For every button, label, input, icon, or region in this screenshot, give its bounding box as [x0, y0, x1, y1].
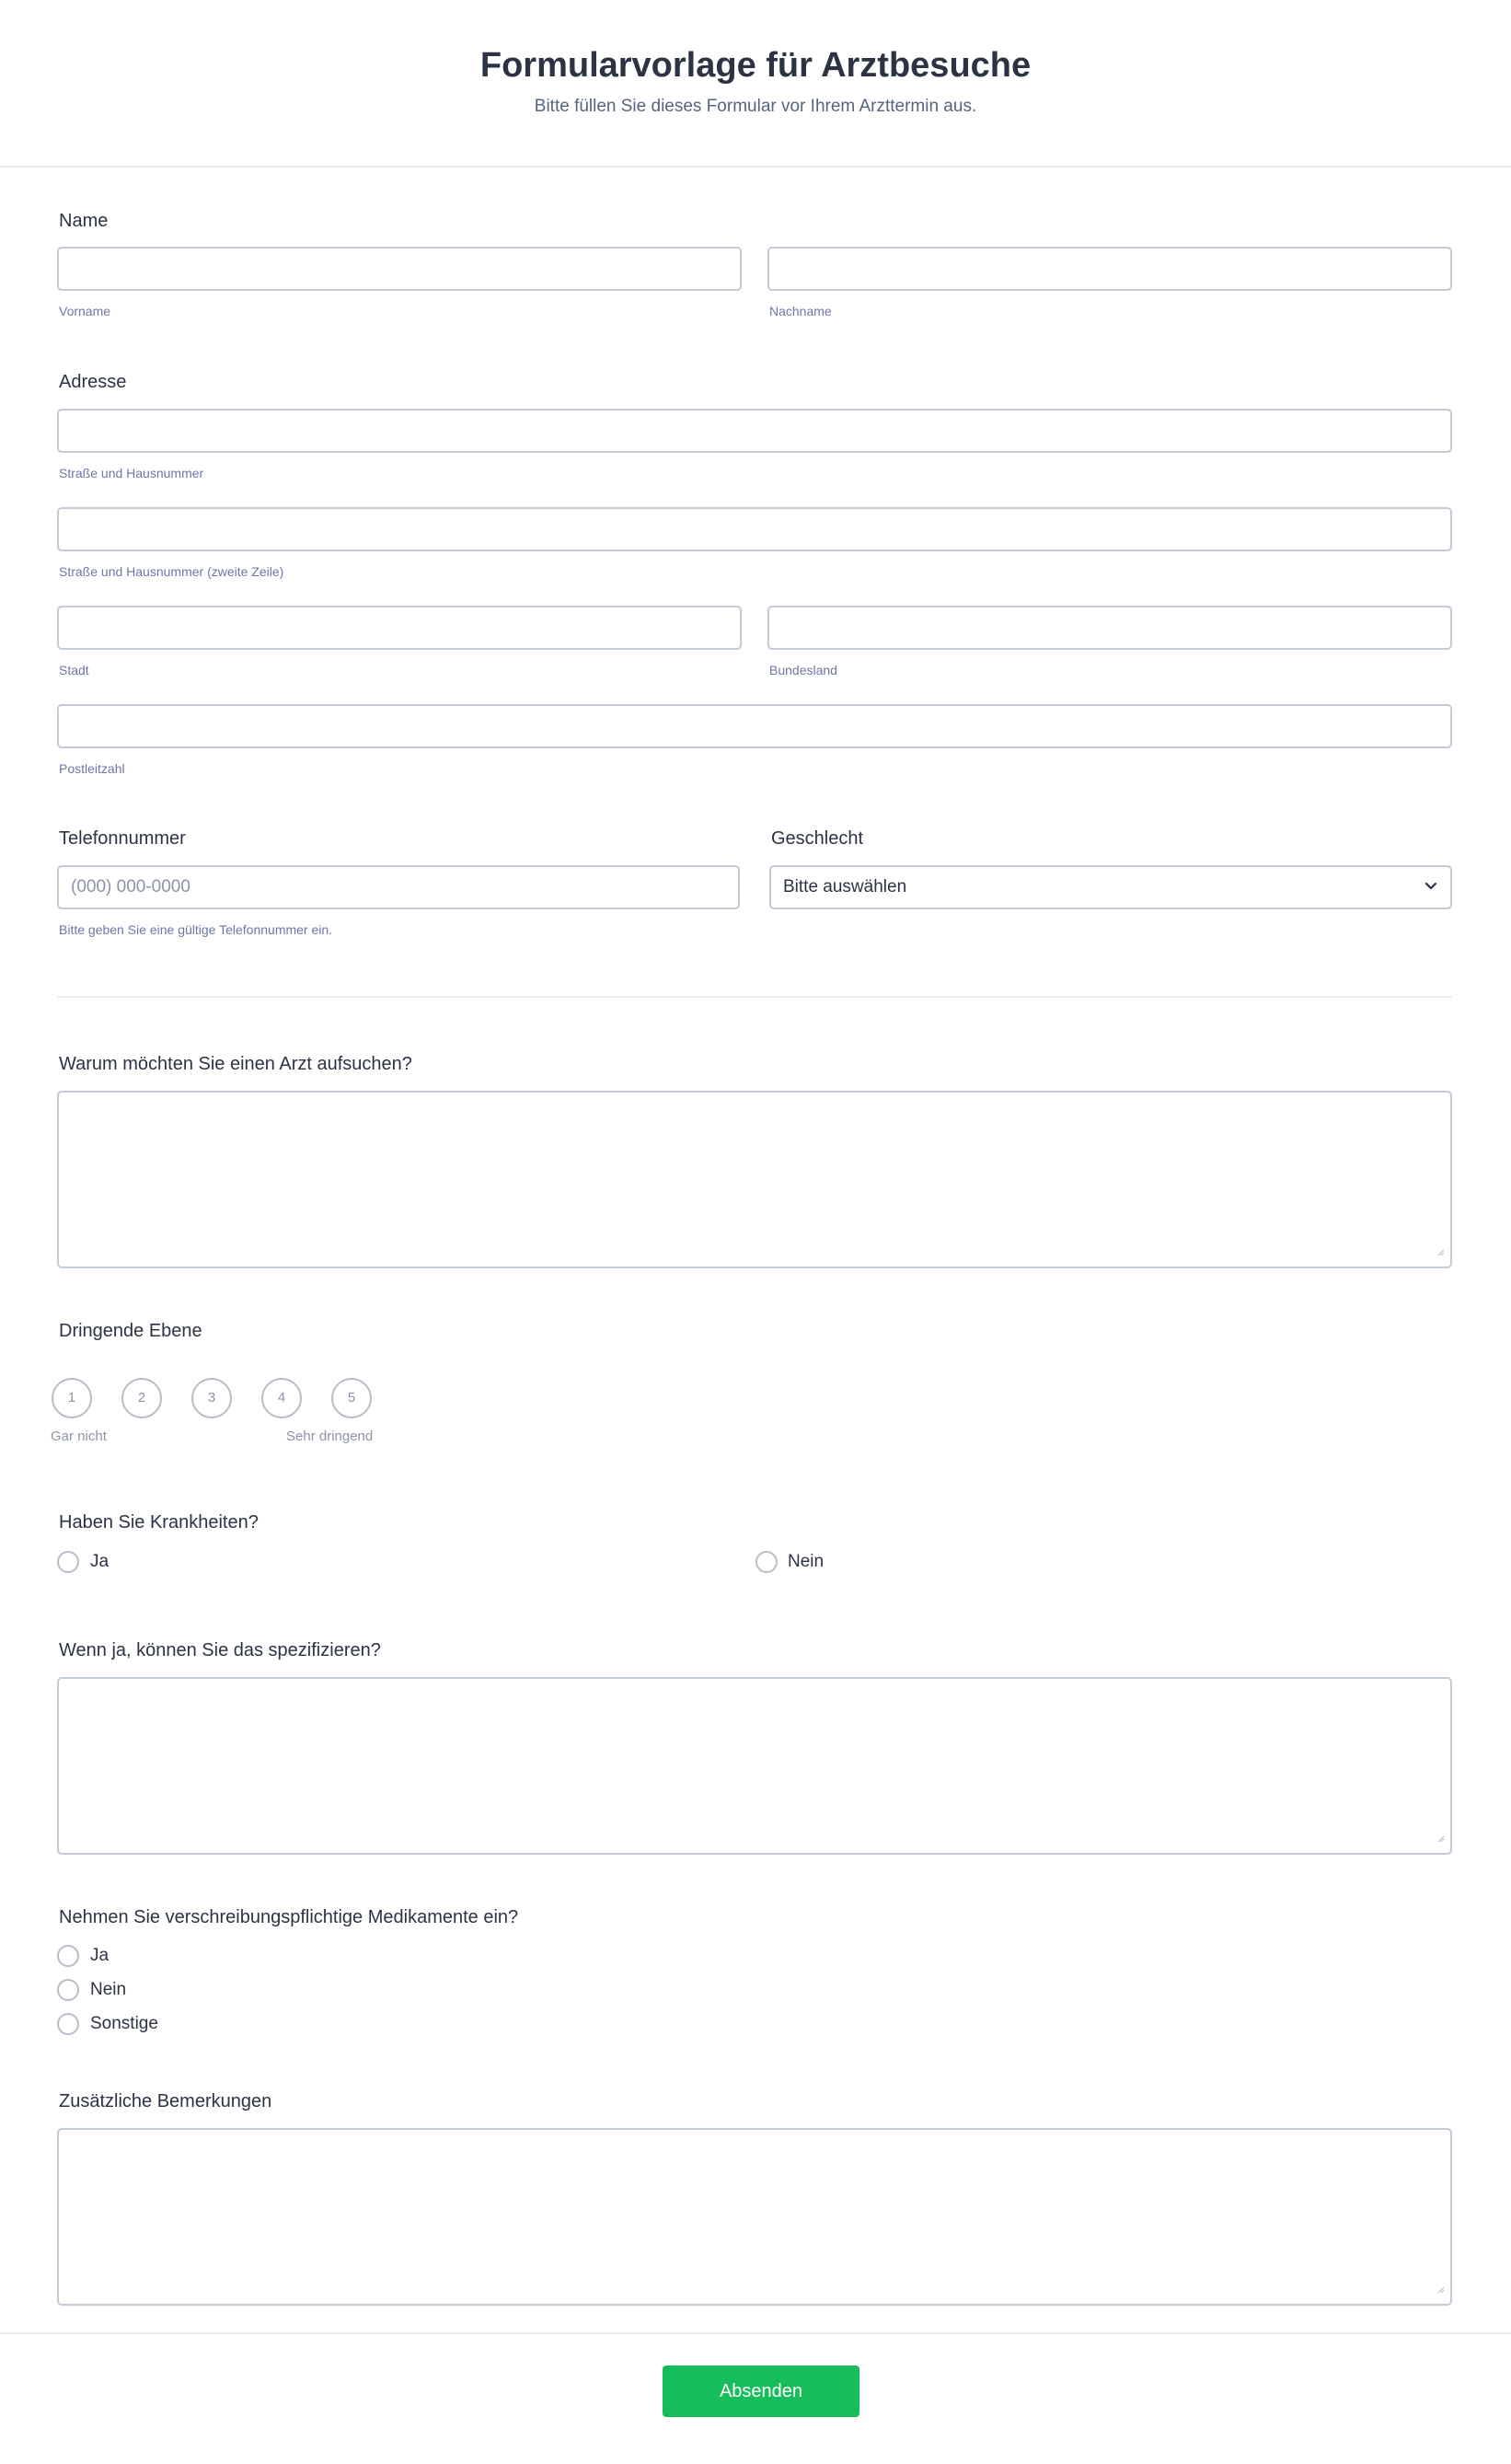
urgency-max-label: Sehr dringend — [286, 1429, 374, 1444]
remarks-label: Zusätzliche Bemerkungen — [59, 2091, 272, 2111]
phone-input[interactable] — [57, 865, 740, 909]
illness-option-yes-label[interactable]: Ja — [90, 1552, 110, 1571]
specify-label: Wenn ja, können Sie das spezifizieren? — [59, 1640, 381, 1660]
urgency-option-3[interactable]: 3 — [191, 1378, 232, 1418]
gender-selected-value: Bitte auswählen — [783, 877, 907, 897]
illness-label: Haben Sie Krankheiten? — [59, 1512, 259, 1533]
last-name-input[interactable] — [767, 247, 1452, 291]
address-label: Adresse — [59, 372, 127, 392]
medication-option-no-label[interactable]: Nein — [90, 1980, 127, 1999]
zip-sublabel: Postleitzahl — [59, 761, 125, 776]
submit-button[interactable]: Absenden — [663, 2366, 859, 2417]
medication-radio-other[interactable] — [57, 2013, 79, 2035]
state-sublabel: Bundesland — [769, 663, 837, 677]
urgency-min-label: Gar nicht — [51, 1429, 107, 1444]
specify-textarea[interactable] — [57, 1677, 1452, 1855]
first-name-input[interactable] — [57, 247, 742, 291]
reason-textarea[interactable] — [57, 1091, 1452, 1268]
illness-option-no-label[interactable]: Nein — [788, 1552, 825, 1571]
form-title: Formularvorlage für Arztbesuche — [479, 46, 1032, 85]
street-sublabel: Straße und Hausnummer — [59, 466, 204, 480]
last-name-sublabel: Nachname — [769, 304, 832, 318]
street2-sublabel: Straße und Hausnummer (zweite Zeile) — [59, 564, 284, 579]
section-divider — [57, 996, 1452, 998]
city-input[interactable] — [57, 606, 742, 650]
form-header — [0, 0, 1511, 168]
first-name-sublabel: Vorname — [59, 304, 111, 318]
footer-divider — [0, 2332, 1511, 2334]
gender-label: Geschlecht — [771, 828, 864, 849]
phone-placeholder: (000) 000-0000 — [71, 877, 190, 897]
urgency-option-2[interactable]: 2 — [121, 1378, 162, 1418]
urgency-option-1[interactable]: 1 — [52, 1378, 92, 1418]
medication-option-yes-label[interactable]: Ja — [90, 1946, 110, 1965]
zip-input[interactable] — [57, 704, 1452, 748]
state-input[interactable] — [767, 606, 1452, 650]
street2-input[interactable] — [57, 507, 1452, 551]
medication-radio-no[interactable] — [57, 1979, 79, 2001]
gender-select[interactable] — [769, 865, 1452, 909]
reason-label: Warum möchten Sie einen Arzt aufsuchen? — [59, 1054, 412, 1074]
resize-handle-icon[interactable] — [1436, 2282, 1445, 2298]
illness-radio-no[interactable] — [756, 1551, 778, 1573]
medication-label: Nehmen Sie verschreibungspflichtige Medikamente ein? — [59, 1907, 519, 1927]
name-label: Name — [59, 211, 109, 231]
urgency-label: Dringende Ebene — [59, 1321, 202, 1341]
form-subtitle: Bitte füllen Sie dieses Formular vor Ihrem Arzttermin aus. — [534, 97, 977, 116]
street-input[interactable] — [57, 409, 1452, 453]
resize-handle-icon[interactable] — [1436, 1831, 1445, 1847]
urgency-option-5[interactable]: 5 — [331, 1378, 372, 1418]
resize-handle-icon[interactable] — [1436, 1244, 1445, 1261]
city-sublabel: Stadt — [59, 663, 89, 677]
remarks-textarea[interactable] — [57, 2128, 1452, 2306]
illness-radio-yes[interactable] — [57, 1551, 79, 1573]
phone-hint: Bitte geben Sie eine gültige Telefonnummer ein. — [59, 922, 333, 937]
phone-label: Telefonnummer — [59, 828, 186, 849]
medication-option-other-label[interactable]: Sonstige — [90, 2014, 158, 2033]
medication-radio-yes[interactable] — [57, 1945, 79, 1967]
urgency-option-4[interactable]: 4 — [261, 1378, 302, 1418]
chevron-down-icon — [1424, 879, 1437, 896]
